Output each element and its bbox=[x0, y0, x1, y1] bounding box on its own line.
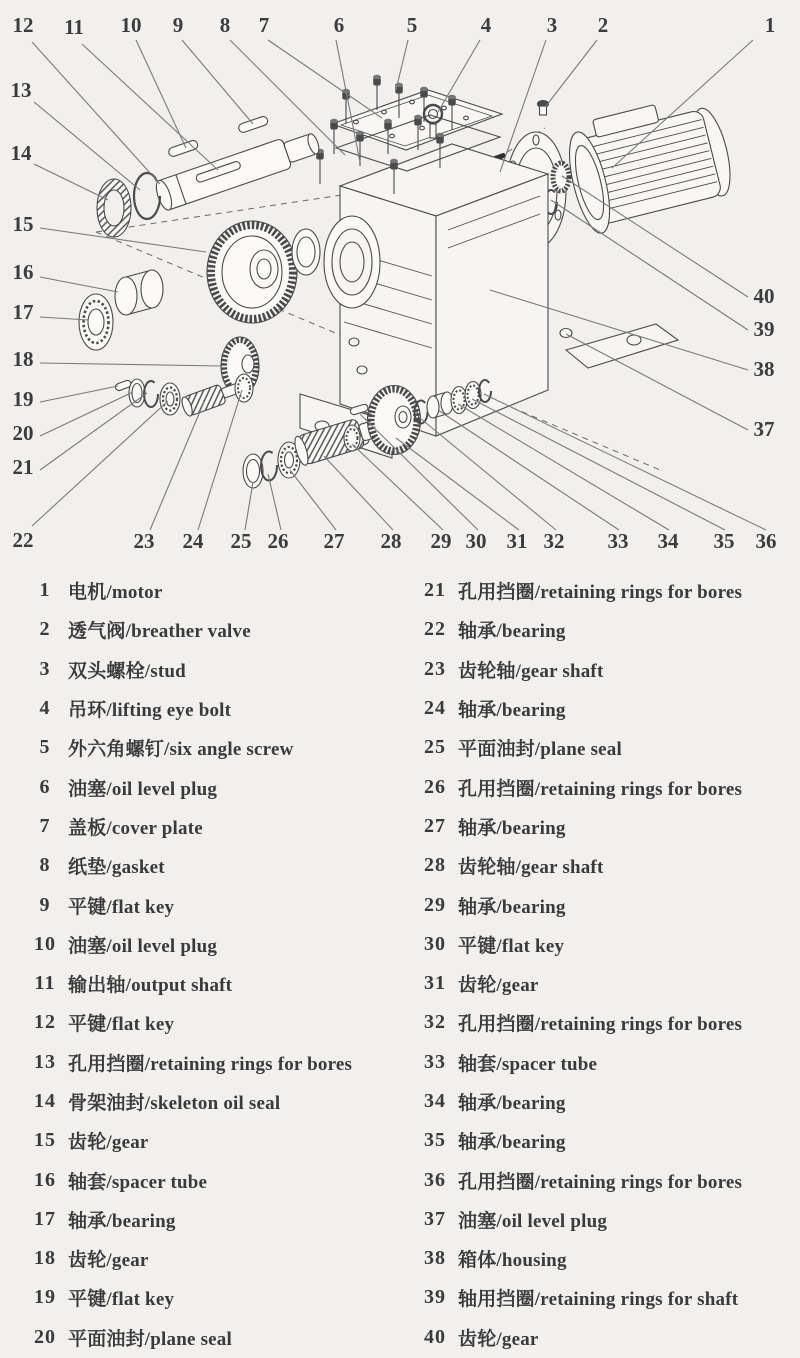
part-number: 36 bbox=[424, 1168, 446, 1191]
part-row bbox=[0, 650, 400, 689]
part-label: 平面油封/plane seal bbox=[68, 1328, 232, 1350]
callout-leader-line bbox=[396, 40, 408, 90]
callout-leader-line bbox=[40, 363, 222, 366]
callout-number: 27 bbox=[323, 529, 345, 553]
callout-leader-line bbox=[245, 482, 253, 530]
part-label: 平键/flat key bbox=[68, 1014, 175, 1036]
part-label: 轴承/bearing bbox=[458, 896, 566, 918]
part-number: 18 bbox=[34, 1247, 56, 1270]
part-label: 双头螺栓/stud bbox=[68, 660, 186, 682]
callout-leader-line bbox=[34, 164, 108, 200]
callout-leader-line bbox=[546, 40, 597, 106]
part-label: 轴承/bearing bbox=[68, 1210, 176, 1232]
part-label: 轴承/bearing bbox=[458, 817, 566, 839]
callout-number: 1 bbox=[764, 13, 776, 37]
part-row bbox=[0, 571, 400, 610]
part-row bbox=[400, 1318, 800, 1357]
part-label: 轴承/bearing bbox=[458, 1093, 566, 1114]
parts-column-right bbox=[400, 571, 800, 1358]
part-row bbox=[400, 767, 800, 806]
callout-number: 11 bbox=[64, 15, 84, 39]
part-label: 齿轮/gear bbox=[458, 975, 539, 997]
part-label: 油塞/oil level plug bbox=[68, 778, 218, 800]
callout-number: 26 bbox=[267, 529, 289, 553]
callout-leader-line bbox=[484, 394, 766, 530]
part-number: 2 bbox=[39, 618, 51, 641]
callout-leader-line bbox=[472, 399, 725, 530]
part-number: 26 bbox=[424, 775, 446, 798]
part-number: 8 bbox=[39, 854, 51, 877]
callout-leader-line bbox=[32, 401, 168, 526]
part-label: 轴承/bearing bbox=[458, 1132, 566, 1154]
part-label: 齿轮/gear bbox=[68, 1250, 149, 1272]
callout-number: 8 bbox=[219, 13, 231, 37]
part-row bbox=[0, 964, 400, 1003]
part-label: 孔用挡圈/retaining rings for bores bbox=[458, 582, 743, 604]
callout-number: 36 bbox=[755, 529, 777, 553]
part-row bbox=[0, 885, 400, 924]
part-row bbox=[0, 1160, 400, 1199]
part-row bbox=[400, 1003, 800, 1042]
part-number: 3 bbox=[39, 657, 51, 680]
callout-number: 12 bbox=[12, 13, 34, 37]
callout-leader-line bbox=[34, 102, 140, 190]
part-number: 40 bbox=[424, 1325, 446, 1348]
part-number: 25 bbox=[424, 736, 446, 759]
part-row bbox=[0, 610, 400, 649]
part-row bbox=[0, 1121, 400, 1160]
part-number: 20 bbox=[34, 1325, 56, 1348]
callout-leader-line bbox=[136, 40, 186, 148]
spacer-tube-16 bbox=[115, 270, 163, 315]
part-label: 齿轮轴/gear shaft bbox=[458, 660, 604, 682]
part-number: 19 bbox=[34, 1286, 56, 1309]
part-label: 孔用挡圈/retaining rings for bores bbox=[458, 1171, 743, 1193]
part-label: 齿轮/gear bbox=[68, 1132, 149, 1154]
part-label: 吊环/lifting eye bolt bbox=[68, 700, 232, 722]
callout-number: 23 bbox=[133, 529, 155, 553]
part-number: 33 bbox=[424, 1050, 446, 1073]
callout-number: 24 bbox=[182, 529, 204, 553]
callout-number: 4 bbox=[480, 13, 492, 37]
part-number: 22 bbox=[424, 618, 446, 641]
callout-number: 21 bbox=[12, 455, 34, 479]
callout-number: 30 bbox=[465, 529, 487, 553]
part-number: 6 bbox=[39, 775, 51, 798]
part-label: 透气阀/breather valve bbox=[68, 621, 251, 643]
part-number: 13 bbox=[34, 1050, 56, 1073]
part-label: 齿轮/gear bbox=[458, 1328, 539, 1350]
bearing-mid bbox=[292, 229, 320, 275]
part-number: 12 bbox=[34, 1011, 56, 1034]
part-label: 盖板/cover plate bbox=[68, 817, 203, 839]
callout-number: 17 bbox=[12, 300, 34, 324]
bearing-17 bbox=[79, 294, 113, 350]
callout-leader-line bbox=[551, 200, 748, 330]
callout-number: 39 bbox=[753, 317, 775, 341]
part-row bbox=[0, 1082, 400, 1121]
part-label: 孔用挡圈/retaining rings for bores bbox=[68, 1053, 353, 1075]
callout-number: 40 bbox=[753, 284, 775, 308]
part-row bbox=[400, 728, 800, 767]
callout-leader-line bbox=[230, 40, 345, 155]
part-label: 轴套/spacer tube bbox=[68, 1171, 208, 1193]
part-label: 输出轴/output shaft bbox=[68, 975, 233, 997]
motor bbox=[560, 90, 739, 237]
part-number: 30 bbox=[424, 932, 446, 955]
part-label: 平键/flat key bbox=[458, 935, 565, 957]
callout-number: 7 bbox=[258, 13, 270, 37]
part-label: 齿轮轴/gear shaft bbox=[458, 857, 604, 879]
callout-number: 35 bbox=[713, 529, 735, 553]
callout-leader-line bbox=[40, 386, 118, 402]
callout-leader-line bbox=[324, 456, 393, 530]
part-row bbox=[0, 689, 400, 728]
callout-number: 22 bbox=[12, 528, 34, 552]
part-row bbox=[0, 1003, 400, 1042]
callout-number: 20 bbox=[12, 421, 34, 445]
callout-number: 25 bbox=[230, 529, 252, 553]
part-label: 平键/flat key bbox=[68, 1289, 175, 1311]
callout-leader-line bbox=[82, 44, 218, 170]
part-number: 11 bbox=[34, 972, 56, 995]
callout-number: 16 bbox=[12, 260, 34, 284]
callout-leader-line bbox=[352, 444, 443, 530]
part-row bbox=[400, 1121, 800, 1160]
bearing-29 bbox=[344, 425, 360, 451]
callout-leader-line bbox=[150, 402, 204, 530]
part-label: 轴套/spacer tube bbox=[458, 1053, 598, 1075]
exploded-diagram bbox=[0, 0, 800, 565]
part-row bbox=[400, 1043, 800, 1082]
callout-leader-line bbox=[40, 277, 118, 292]
parts-column-left bbox=[0, 571, 400, 1358]
callout-number: 15 bbox=[12, 212, 34, 236]
part-row bbox=[400, 1200, 800, 1239]
callout-number: 18 bbox=[12, 347, 34, 371]
flat-key-9 bbox=[238, 115, 269, 133]
callout-number: 29 bbox=[430, 529, 452, 553]
part-number: 7 bbox=[39, 814, 51, 837]
part-label: 轴用挡圈/retaining rings for shaft bbox=[458, 1289, 739, 1311]
input-gear-40 bbox=[553, 163, 569, 191]
callout-number: 32 bbox=[543, 529, 565, 553]
parts-list bbox=[0, 565, 800, 1358]
part-number: 28 bbox=[424, 854, 446, 877]
part-label: 骨架油封/skeleton oil seal bbox=[68, 1093, 281, 1114]
breather-valve bbox=[538, 101, 549, 116]
bearing-22 bbox=[160, 383, 180, 415]
callout-number: 37 bbox=[753, 417, 775, 441]
part-row bbox=[400, 1239, 800, 1278]
part-number: 38 bbox=[424, 1247, 446, 1270]
part-label: 外六角螺钉/six angle screw bbox=[68, 739, 294, 761]
output-shaft bbox=[153, 128, 322, 212]
part-row bbox=[400, 885, 800, 924]
exploded-view-drawing bbox=[0, 0, 800, 565]
part-row bbox=[0, 1239, 400, 1278]
part-number: 23 bbox=[424, 657, 446, 680]
part-row bbox=[400, 571, 800, 610]
part-label: 平面油封/plane seal bbox=[458, 739, 622, 761]
part-label: 纸垫/gasket bbox=[68, 857, 165, 879]
part-row bbox=[400, 1160, 800, 1199]
part-number: 32 bbox=[424, 1011, 446, 1034]
callout-leader-line bbox=[32, 42, 160, 184]
callout-number: 28 bbox=[380, 529, 402, 553]
artwork-layer bbox=[79, 75, 739, 488]
part-row bbox=[400, 925, 800, 964]
part-row bbox=[0, 925, 400, 964]
part-number: 1 bbox=[39, 579, 51, 602]
part-label: 箱体/housing bbox=[458, 1250, 567, 1272]
part-number: 4 bbox=[39, 697, 51, 720]
gear-31 bbox=[368, 386, 421, 455]
callout-number: 6 bbox=[333, 13, 345, 37]
part-label: 孔用挡圈/retaining rings for bores bbox=[458, 778, 743, 800]
part-row bbox=[0, 1043, 400, 1082]
part-row bbox=[0, 846, 400, 885]
callout-number: 3 bbox=[546, 13, 558, 37]
part-number: 9 bbox=[39, 893, 51, 916]
part-row bbox=[0, 1318, 400, 1357]
callout-leader-line bbox=[290, 470, 336, 530]
callout-number: 2 bbox=[597, 13, 609, 37]
bearing-34 bbox=[451, 387, 467, 414]
callout-leader-line bbox=[566, 334, 748, 430]
callout-number: 31 bbox=[506, 529, 528, 553]
part-label: 轴承/bearing bbox=[458, 700, 566, 722]
part-number: 31 bbox=[424, 972, 446, 995]
part-number: 29 bbox=[424, 893, 446, 916]
part-label: 油塞/oil level plug bbox=[68, 935, 218, 957]
part-number: 5 bbox=[39, 736, 51, 759]
callout-number: 33 bbox=[607, 529, 629, 553]
callout-number: 13 bbox=[10, 78, 32, 102]
part-number: 14 bbox=[34, 1090, 56, 1112]
part-label: 油塞/oil level plug bbox=[458, 1210, 608, 1232]
part-label: 平键/flat key bbox=[68, 896, 175, 918]
part-number: 21 bbox=[424, 579, 446, 602]
part-row bbox=[0, 1200, 400, 1239]
part-number: 27 bbox=[424, 814, 446, 837]
callout-leader-line bbox=[40, 393, 147, 470]
part-number: 24 bbox=[424, 697, 446, 720]
gear-15 bbox=[207, 221, 297, 323]
part-number: 15 bbox=[34, 1129, 56, 1152]
part-number: 16 bbox=[34, 1168, 56, 1191]
part-row bbox=[0, 728, 400, 767]
part-label: 孔用挡圈/retaining rings for bores bbox=[458, 1014, 743, 1036]
callout-number: 34 bbox=[657, 529, 679, 553]
bearing-24 bbox=[235, 374, 253, 402]
part-number: 39 bbox=[424, 1286, 446, 1309]
part-row bbox=[400, 610, 800, 649]
part-row bbox=[0, 1278, 400, 1317]
part-row bbox=[400, 650, 800, 689]
part-row bbox=[400, 1082, 800, 1121]
callout-number: 14 bbox=[10, 141, 32, 165]
part-row bbox=[400, 846, 800, 885]
callout-number: 19 bbox=[12, 387, 34, 411]
callout-leader-line bbox=[268, 474, 281, 530]
part-row bbox=[400, 964, 800, 1003]
part-row bbox=[400, 689, 800, 728]
callout-leader-line bbox=[458, 404, 669, 530]
callout-leader-line bbox=[268, 40, 382, 118]
part-label: 电机/motor bbox=[68, 582, 163, 604]
part-number: 10 bbox=[34, 932, 56, 955]
part-number: 35 bbox=[424, 1129, 446, 1152]
part-row bbox=[400, 807, 800, 846]
part-row bbox=[0, 807, 400, 846]
part-number: 34 bbox=[424, 1090, 446, 1112]
callout-number: 5 bbox=[406, 13, 418, 37]
part-row bbox=[400, 1278, 800, 1317]
callout-number: 10 bbox=[120, 13, 142, 37]
part-label: 轴承/bearing bbox=[458, 621, 566, 643]
gear-shaft-23 bbox=[180, 379, 241, 418]
callout-number: 38 bbox=[753, 357, 775, 381]
callout-number: 9 bbox=[172, 13, 184, 37]
skeleton-oil-seal bbox=[97, 179, 131, 237]
part-number: 17 bbox=[34, 1207, 56, 1230]
part-row bbox=[0, 767, 400, 806]
part-number: 37 bbox=[424, 1207, 446, 1230]
callout-leader-line bbox=[420, 418, 556, 530]
